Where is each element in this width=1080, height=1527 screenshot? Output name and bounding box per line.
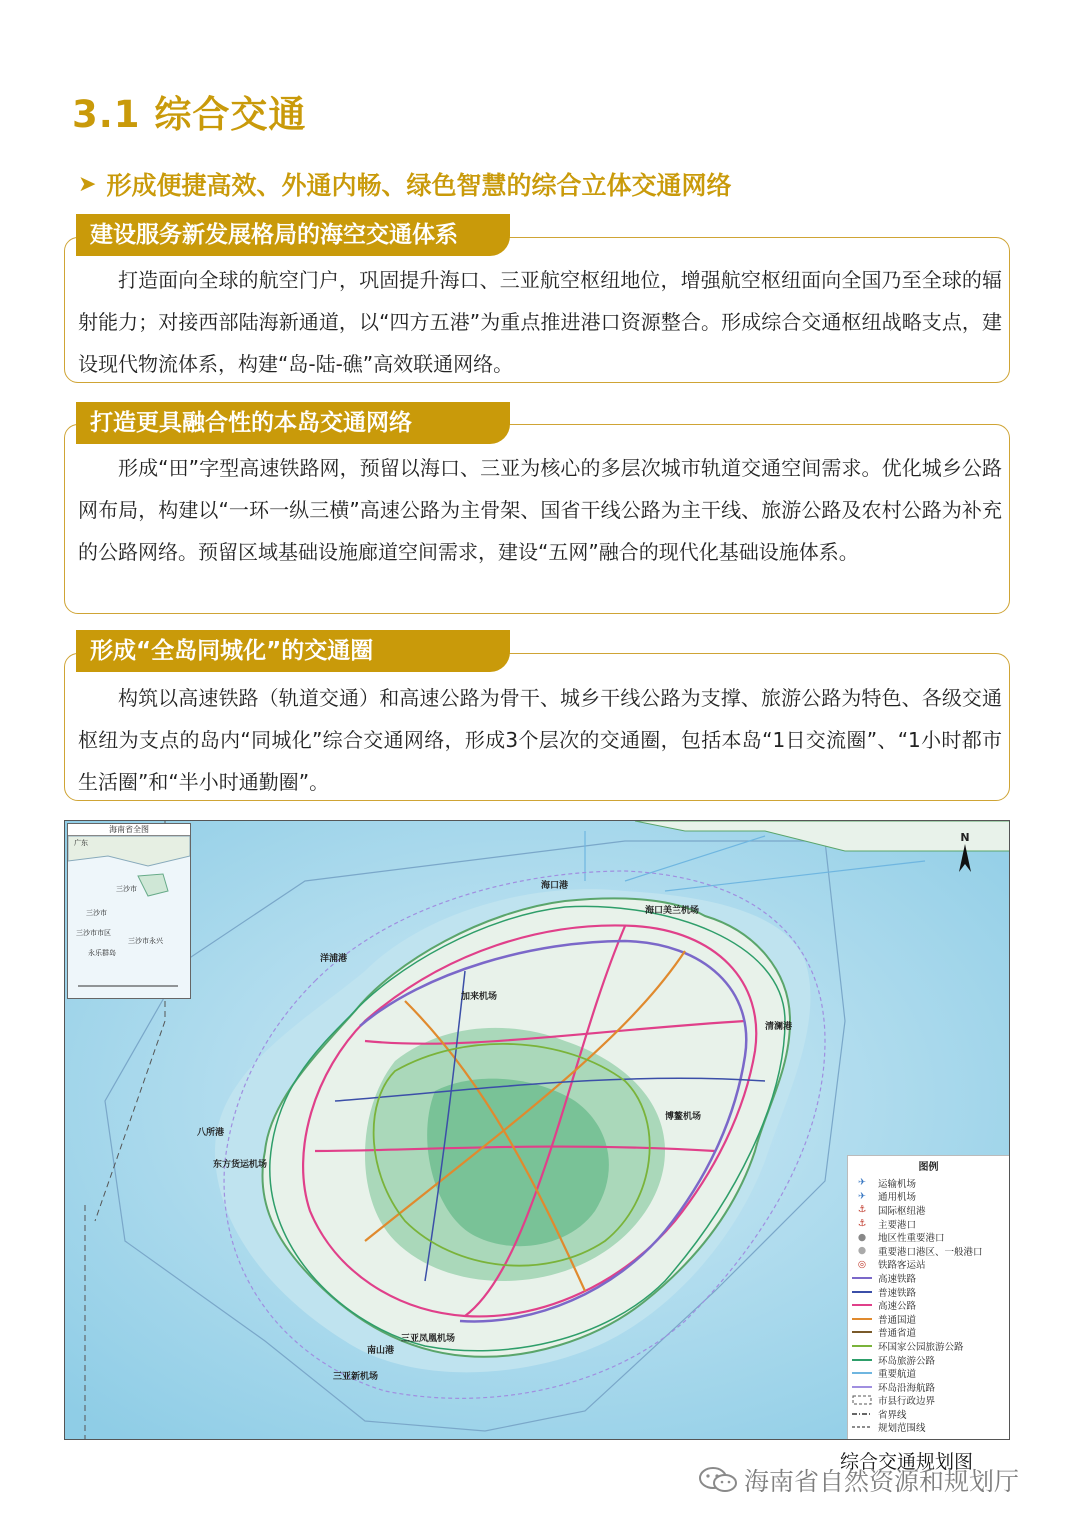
inset-title: 海南省全图: [68, 824, 190, 836]
legend-label: 市县行政边界: [878, 1396, 936, 1408]
block-text-1: 打造面向全球的航空门户，巩固提升海口、三亚航空枢纽地位，增强航空枢纽面向全国乃至全球的辐射能力；对接西部陆海新通道，以“四方五港”为重点推进港口资源整合。形成综合交通枢纽战略支点，建设现代物流体系，构建“岛-陆-礁”高效联通网络。: [78, 268, 1002, 376]
section-title: 3.1 综合交通: [72, 93, 307, 136]
legend-item: [852, 1285, 1005, 1299]
legend-item: [852, 1244, 1005, 1258]
legend-item: [852, 1407, 1005, 1421]
legend-label: 普通国道: [878, 1314, 917, 1326]
legend-item: [852, 1421, 1005, 1435]
legend-label: 省界线: [878, 1409, 907, 1421]
line-icon: [852, 1341, 872, 1351]
inset-label-5: 三沙市永兴: [128, 937, 163, 945]
legend-item: [852, 1394, 1005, 1408]
inset-label-6: 永乐群岛: [88, 949, 116, 957]
inset-label-3: 三沙市: [86, 909, 107, 917]
legend-item: [852, 1353, 1005, 1367]
map-legend: [847, 1155, 1010, 1440]
anchor-icon: ⚓: [857, 1204, 867, 1216]
place-haikou-port: 海口港: [541, 881, 569, 891]
transport-map: [64, 820, 1010, 1440]
legend-label: 重要港口港区、一般港口: [878, 1246, 983, 1258]
anchor-icon: ⚓: [857, 1218, 867, 1230]
legend-item: [852, 1380, 1005, 1394]
legend-item: [852, 1190, 1005, 1204]
line-icon: [852, 1273, 872, 1283]
legend-item: [852, 1176, 1005, 1190]
north-arrow: [958, 831, 972, 872]
legend-label: 运输机场: [878, 1178, 917, 1190]
line-icon: [852, 1327, 872, 1337]
legend-label: 普速铁路: [878, 1287, 917, 1299]
place-nanshan-port: 南山港: [367, 1346, 395, 1356]
arrow-icon: ➤: [78, 171, 97, 197]
block-text-3: 构筑以高速铁路（轨道交通）和高速公路为骨干、城乡干线公路为支撑、旅游公路为特色、各级交通枢纽为支点的岛内“同城化”综合交通网络，形成3个层次的交通圈，包括本岛“1日交流圈”、“1小时都市生活圈”和“半小时通勤圈”。: [78, 686, 1002, 794]
place-yangpu-port: 洋浦港: [320, 954, 348, 964]
legend-label: 高速铁路: [878, 1273, 917, 1285]
line-icon: [852, 1287, 872, 1297]
place-fenghuang-airport: 三亚凤凰机场: [401, 1334, 456, 1344]
place-meilan-airport: 海口美兰机场: [645, 906, 700, 916]
legend-label: 规划范围线: [878, 1423, 926, 1435]
station-icon: ◎: [857, 1258, 867, 1270]
legend-item: [852, 1312, 1005, 1326]
legend-label: 环岛沿海航路: [878, 1382, 936, 1394]
legend-label: 通用机场: [878, 1192, 917, 1204]
watermark-text: 海南省自然资源和规划厅: [744, 1467, 1020, 1496]
block-tag-1: 建设服务新发展格局的海空交通体系: [76, 214, 510, 256]
watermark: [698, 1462, 1019, 1498]
dash-icon: [852, 1395, 872, 1405]
legend-label: 国际枢纽港: [878, 1205, 926, 1217]
legend-label: 普通省道: [878, 1328, 917, 1340]
place-jialai-airport: 加来机场: [461, 992, 498, 1002]
legend-item: [852, 1366, 1005, 1380]
block-text-2: 形成“田”字型高速铁路网，预留以海口、三亚为核心的多层次城市轨道交通空间需求。优化城乡公路网布局，构建以“一环一纵三横”高速公路为主骨架、国省干线公路为主干线、旅游公路及农村公路为补充的公路网络。预留区域基础设施廊道空间需求，建设“五网”融合的现代化基础设施体系。: [78, 456, 1002, 564]
block-tag-3: 形成“全岛同城化”的交通圈: [76, 630, 510, 672]
place-basuo-port: 八所港: [197, 1128, 225, 1138]
inset-map: [67, 823, 191, 999]
inset-label-4: 三沙市市区: [76, 929, 111, 937]
plane-icon: ✈: [858, 1190, 866, 1202]
legend-item: [852, 1298, 1005, 1312]
place-sanya-new-airport: 三亚新机场: [333, 1372, 379, 1382]
legend-item: [852, 1258, 1005, 1272]
subheading: [78, 166, 731, 202]
place-dongfang-airport: 东方货运机场: [213, 1160, 268, 1170]
dash-icon: [852, 1409, 872, 1419]
north-arrow-icon: [958, 844, 972, 872]
legend-label: 主要港口: [878, 1219, 917, 1231]
plane-icon: ✈: [858, 1177, 866, 1189]
place-qinglan-port: 清澜港: [765, 1022, 793, 1032]
inset-label-2: 三沙市: [116, 885, 137, 893]
legend-label: 地区性重要港口: [878, 1233, 945, 1245]
map-caption: 综合交通规划图: [840, 1451, 974, 1473]
place-boao-airport: 博鳌机场: [665, 1112, 702, 1122]
legend-item: [852, 1271, 1005, 1285]
legend-item: [852, 1230, 1005, 1244]
line-icon: [852, 1314, 872, 1324]
inset-label-1: 广东: [74, 839, 88, 847]
dash-icon: [852, 1422, 872, 1432]
line-icon: [852, 1355, 872, 1365]
line-icon: [852, 1382, 872, 1392]
legend-item: [852, 1339, 1005, 1353]
legend-label: 环岛旅游公路: [878, 1355, 936, 1367]
dot-icon: ●: [857, 1231, 867, 1243]
dot-icon: ●: [857, 1245, 867, 1257]
wechat-icon: [698, 1465, 738, 1495]
legend-label: 铁路客运站: [878, 1260, 926, 1272]
legend-item: [852, 1217, 1005, 1231]
legend-label: 环国家公园旅游公路: [878, 1341, 964, 1353]
subheading-text: 形成便捷高效、外通内畅、绿色智慧的综合立体交通网络: [106, 171, 732, 200]
legend-item: [852, 1326, 1005, 1340]
line-icon: [852, 1300, 872, 1310]
legend-title: 图例: [918, 1162, 939, 1173]
legend-item: [852, 1203, 1005, 1217]
legend-label: 高速公路: [878, 1301, 917, 1313]
legend-label: 重要航道: [878, 1369, 917, 1381]
block-tag-2: 打造更具融合性的本岛交通网络: [76, 402, 510, 444]
line-icon: [852, 1368, 872, 1378]
north-label: N: [960, 831, 970, 844]
